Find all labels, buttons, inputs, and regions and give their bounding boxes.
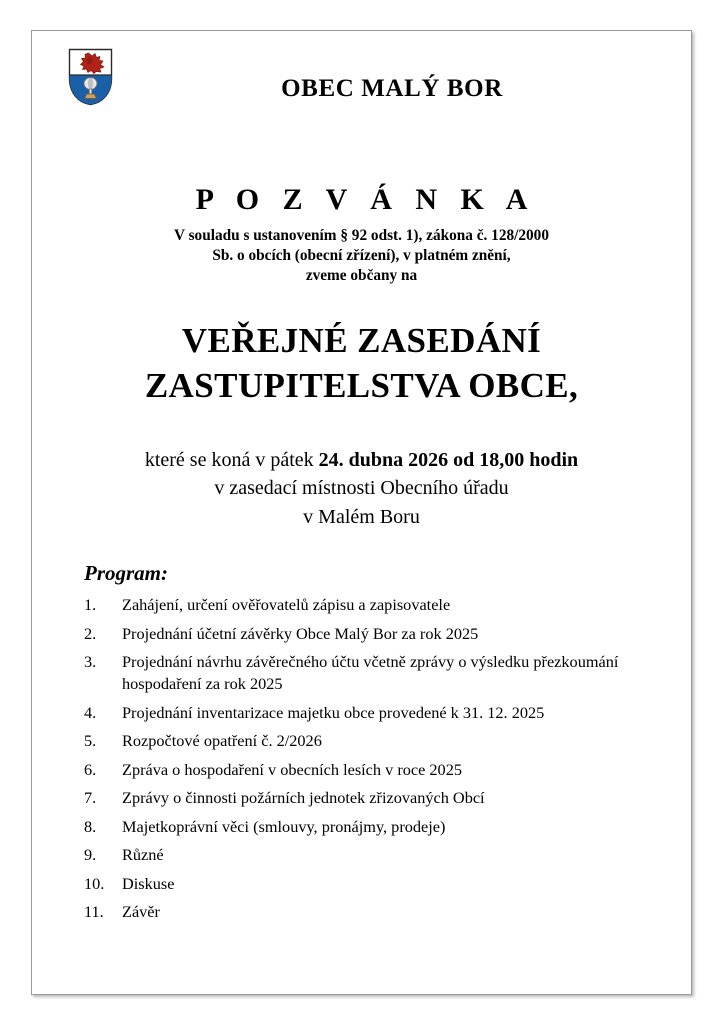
list-item-number: 1. (84, 595, 97, 615)
legal-line: V souladu s ustanovením § 92 odst. 1), zákona č. 128/2000 (174, 226, 549, 244)
program-list (84, 594, 664, 923)
document-header (32, 31, 691, 131)
list-item-label: Projednání účetní závěrky Obce Malý Bor za rok 2025 (122, 623, 479, 643)
list-item-number: 11. (84, 902, 104, 922)
list-item (84, 594, 664, 616)
list-item-number: 10. (84, 873, 105, 893)
event-location-line: v Malém Boru (303, 505, 420, 528)
coat-of-arms-icon (68, 48, 113, 106)
list-item-label: Zahájení, určení ověřovatelů zápisu a zapisovatele (122, 595, 451, 615)
list-item-number: 8. (84, 816, 97, 836)
invitation-block (32, 181, 691, 286)
event-date-line (32, 446, 691, 474)
event-details (32, 446, 691, 531)
list-item-number: 5. (84, 731, 97, 751)
document-page (31, 30, 692, 995)
main-heading-line: ZASTUPITELSTVA OBCE, (144, 365, 579, 405)
list-item-label: Rozpočtové opatření č. 2/2026 (122, 731, 322, 751)
legal-line: zveme občany na (305, 266, 418, 284)
list-item-number: 9. (84, 845, 97, 865)
list-item-number: 3. (84, 652, 97, 672)
list-item (84, 730, 664, 752)
list-item-number: 6. (84, 759, 97, 779)
main-heading-line: VEŘEJNÉ ZASEDÁNÍ (181, 321, 542, 360)
list-item-label: Závěr (122, 902, 160, 922)
legal-line: Sb. o obcích (obecní zřízení), v platném znění, (212, 246, 511, 264)
list-item-number: 2. (84, 623, 97, 643)
list-item-label: Projednání inventarizace majetku obce provedené k 31. 12. 2025 (122, 702, 545, 722)
list-item-label: Projednání návrhu závěrečného účtu včetně zprávy o výsledku přezkoumání hospodaření za rok 2025 (122, 652, 619, 694)
event-date-emphasis: 24. dubna 2026 od 18,00 hodin (318, 449, 579, 471)
invitation-word: P O Z V Á N K A (195, 183, 536, 216)
legal-reference (32, 226, 691, 287)
program-heading: Program: (84, 561, 168, 585)
list-item-label: Zprávy o činnosti požárních jednotek zřizovaných Obcí (122, 788, 485, 808)
list-item-label: Zpráva o hospodaření v obecních lesích v roce 2025 (122, 759, 462, 779)
list-item (84, 759, 664, 781)
list-item (84, 901, 664, 923)
list-item-label: Majetkoprávní věci (smlouvy, pronájmy, prodeje) (122, 816, 446, 836)
main-heading (32, 319, 691, 409)
list-item (84, 623, 664, 645)
program-section (84, 561, 664, 930)
list-item (84, 816, 664, 838)
event-date-prefix: které se koná v pátek (144, 449, 319, 471)
list-item (84, 873, 664, 895)
list-item (84, 844, 664, 866)
page-title: OBEC MALÝ BOR (281, 75, 503, 102)
list-item (84, 651, 664, 695)
list-item-number: 7. (84, 788, 97, 808)
list-item-label: Různé (122, 845, 164, 865)
list-item-number: 4. (84, 702, 97, 722)
list-item (84, 787, 664, 809)
page-content (32, 31, 691, 994)
list-item (84, 702, 664, 724)
list-item-label: Diskuse (122, 873, 175, 893)
event-location-line: v zasedací místnosti Obecního úřadu (214, 477, 509, 500)
